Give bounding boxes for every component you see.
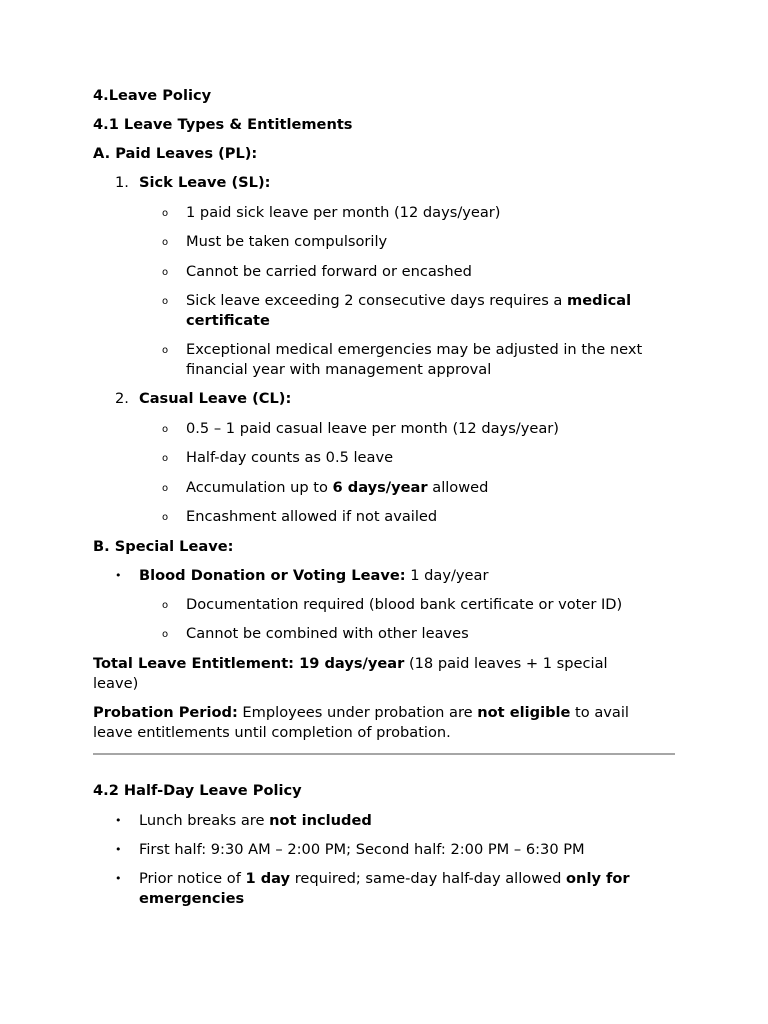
list-item-emphasis: only for emergencies [139, 870, 630, 907]
list-item-emphasis: not included [269, 812, 372, 829]
list-item-text: Lunch breaks are [139, 812, 270, 829]
circle-bullet-icon: o [162, 629, 169, 640]
list-item: Cannot be carried forward or encashed [186, 263, 472, 280]
circle-bullet-icon: o [162, 345, 169, 356]
disc-bullet-icon: • [115, 814, 122, 827]
list-item [139, 566, 689, 586]
list-item: Exceptional medical emergencies may be adjusted in the next financial year with management approval [186, 341, 643, 378]
disc-bullet-icon: • [115, 569, 122, 582]
circle-bullet-icon: o [162, 453, 169, 464]
total-entitlement-text: (18 paid leaves + 1 special leave) [93, 655, 608, 692]
list-item-text: Accumulation up to [186, 479, 333, 496]
circle-bullet-icon: o [162, 267, 169, 278]
list-item: Documentation required (blood bank certificate or voter ID) [186, 596, 623, 613]
paid-leaves-heading: A. Paid Leaves (PL): [93, 145, 258, 162]
disc-bullet-icon: • [115, 843, 122, 856]
total-entitlement [93, 654, 653, 694]
circle-bullet-icon: o [162, 296, 169, 307]
list-item-emphasis: 6 days/year [332, 479, 428, 496]
list-number: 1. [115, 174, 129, 191]
total-entitlement-emphasis: Total Leave Entitlement: 19 days/year [93, 655, 405, 672]
list-item-text: Prior notice of [139, 870, 246, 887]
list-item [186, 291, 676, 331]
probation-emphasis: not eligible [477, 704, 571, 721]
list-item: Encashment allowed if not availed [186, 508, 438, 525]
list-item: Cannot be combined with other leaves [186, 625, 469, 642]
list-item: 1 paid sick leave per month (12 days/year) [186, 204, 501, 221]
list-item-text: required; same-day half-day allowed [290, 870, 567, 887]
disc-bullet-icon: • [115, 872, 122, 885]
circle-bullet-icon: o [162, 512, 169, 523]
horizontal-divider [93, 753, 675, 755]
circle-bullet-icon: o [162, 483, 169, 494]
list-item-emphasis: medical certificate [186, 292, 632, 329]
doc-title: 4.Leave Policy [93, 87, 212, 104]
list-item-text: Sick leave exceeding 2 consecutive days requires a [186, 292, 568, 309]
probation-label: Probation Period: [93, 704, 238, 721]
probation-text: to avail leave entitlements until completion of probation. [93, 704, 629, 741]
list-item: Half-day counts as 0.5 leave [186, 449, 394, 466]
probation-period [93, 703, 673, 743]
special-leave-heading: B. Special Leave: [93, 538, 234, 555]
list-item [139, 811, 689, 831]
list-item: 0.5 – 1 paid casual leave per month (12 days/year) [186, 420, 559, 437]
probation-text: Employees under probation are [237, 704, 478, 721]
list-item-text: allowed [427, 479, 489, 496]
list-number: 2. [115, 390, 129, 407]
list-item [139, 869, 689, 909]
list-item [186, 478, 676, 498]
list-item-emphasis: Blood Donation or Voting Leave: [139, 567, 406, 584]
circle-bullet-icon: o [162, 600, 169, 611]
section-4-2-heading: 4.2 Half-Day Leave Policy [93, 782, 302, 799]
circle-bullet-icon: o [162, 424, 169, 435]
list-item-emphasis: 1 day [245, 870, 291, 887]
list-item-text: 1 day/year [405, 567, 489, 584]
casual-leave-heading: Casual Leave (CL): [139, 390, 292, 407]
list-item: First half: 9:30 AM – 2:00 PM; Second half: 2:00 PM – 6:30 PM [139, 841, 585, 858]
circle-bullet-icon: o [162, 237, 169, 248]
list-item: Must be taken compulsorily [186, 233, 388, 250]
section-4-1-heading: 4.1 Leave Types & Entitlements [93, 116, 353, 133]
circle-bullet-icon: o [162, 208, 169, 219]
sick-leave-heading: Sick Leave (SL): [139, 174, 271, 191]
